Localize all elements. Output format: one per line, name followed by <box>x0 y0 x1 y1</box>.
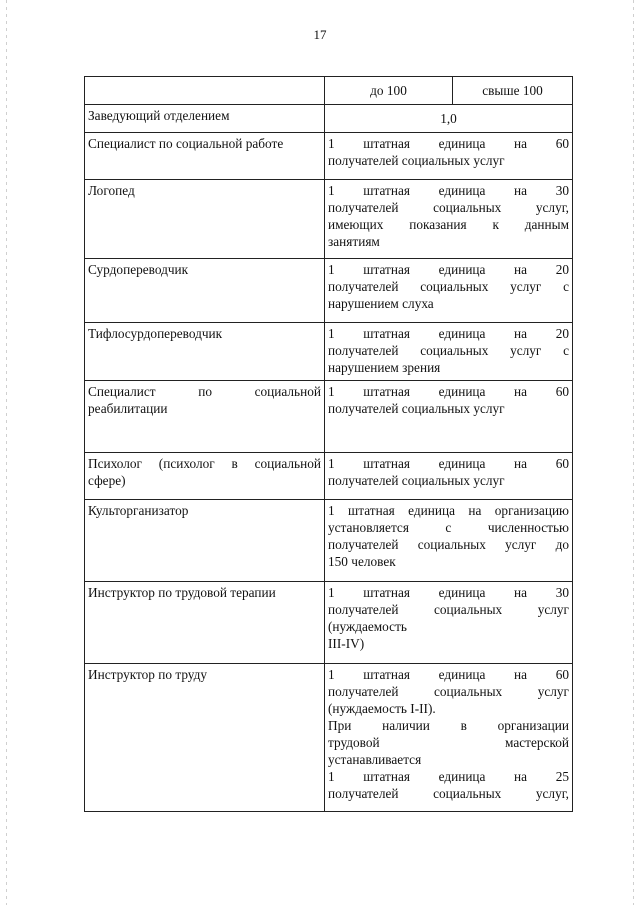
scan-edge-right <box>633 0 634 905</box>
position-cell <box>85 323 325 381</box>
norm-cell <box>325 180 573 259</box>
norm-cell <box>325 582 573 664</box>
norm-cell <box>325 453 573 500</box>
norm-line: 1 штатная единица на 30 <box>328 585 569 600</box>
norm-line: получателей социальных услуг, <box>328 200 569 215</box>
norm-line: нарушением зрения <box>328 360 441 375</box>
norm-line: получателей социальных услуг <box>328 684 569 699</box>
table-row <box>85 133 573 180</box>
position-cell <box>85 180 325 259</box>
norm-line: получателей социальных услуг, <box>328 786 569 801</box>
norm-line: 1 штатная единица на 20 <box>328 326 569 341</box>
norm-line: III-IV) <box>328 636 365 651</box>
norm-line: 1 штатная единица на организацию <box>328 503 569 518</box>
position-cell <box>85 500 325 582</box>
norm-line: получателей социальных услуг <box>328 401 505 416</box>
norm-cell <box>325 105 573 133</box>
norm-line: 1 штатная единица на 60 <box>328 136 569 151</box>
norm-line: 1 штатная единица на 20 <box>328 262 569 277</box>
position-label: Инструктор по труду <box>88 667 208 682</box>
norm-cell <box>325 500 573 582</box>
position-label: Инструктор по трудовой терапии <box>88 585 276 600</box>
position-label: Специалист по социальной реабилитации <box>88 384 321 416</box>
norm-line: 150 человек <box>328 554 396 569</box>
position-label: Заведующий отделением <box>88 108 230 123</box>
norm-line: установляется с численностью <box>328 520 569 535</box>
norm-line: 1,0 <box>440 111 457 126</box>
norm-line: (нуждаемость <box>328 619 407 634</box>
table-row <box>85 582 573 664</box>
norm-line: имеющих показания к данным <box>328 217 569 232</box>
table-row <box>85 453 573 500</box>
position-cell <box>85 664 325 812</box>
table-row <box>85 664 573 812</box>
header-empty-cell <box>85 77 325 105</box>
table-row <box>85 381 573 453</box>
norm-cell <box>325 664 573 812</box>
norm-line: При наличии в организации <box>328 718 569 733</box>
norm-line: 1 штатная единица на 30 <box>328 183 569 198</box>
norm-line: трудовой мастерской <box>328 735 569 750</box>
position-label: Культорганизатор <box>88 503 189 518</box>
staffing-table <box>84 76 573 812</box>
position-label: Тифлосурдопереводчик <box>88 326 223 341</box>
norm-line: нарушением слуха <box>328 296 434 311</box>
position-cell <box>85 259 325 323</box>
norm-line: получателей социальных услуг с <box>328 279 569 294</box>
table-header-row <box>85 77 573 105</box>
position-label: Психолог (психолог в социальной сфере) <box>88 456 321 488</box>
table-row <box>85 323 573 381</box>
norm-line: (нуждаемость I-II). <box>328 701 436 716</box>
norm-line: получателей социальных услуг <box>328 602 569 617</box>
norm-line: занятиям <box>328 234 380 249</box>
norm-line: получателей социальных услуг с <box>328 343 569 358</box>
table-row <box>85 180 573 259</box>
scan-edge-left <box>6 0 7 905</box>
position-cell <box>85 381 325 453</box>
norm-line: получателей социальных услуг <box>328 473 505 488</box>
norm-line: получателей социальных услуг <box>328 153 505 168</box>
table-row <box>85 105 573 133</box>
page-number: 17 <box>313 27 327 42</box>
norm-line: 1 штатная единица на 60 <box>328 456 569 471</box>
header-cell-up-to-100: до 100 <box>325 77 453 105</box>
norm-cell <box>325 259 573 323</box>
position-label: Логопед <box>88 183 135 198</box>
norm-cell <box>325 323 573 381</box>
table-row <box>85 500 573 582</box>
norm-line: 1 штатная единица на 60 <box>328 667 569 682</box>
position-cell <box>85 133 325 180</box>
norm-line: 1 штатная единица на 60 <box>328 384 569 399</box>
norm-line: получателей социальных услуг до <box>328 537 569 552</box>
norm-cell <box>325 381 573 453</box>
norm-line: устанавливается <box>328 752 422 767</box>
norm-line: 1 штатная единица на 25 <box>328 769 569 784</box>
position-label: Специалист по социальной работе <box>88 136 284 151</box>
header-cell-over-100: свыше 100 <box>453 77 573 105</box>
table-row <box>85 259 573 323</box>
position-cell <box>85 105 325 133</box>
position-cell <box>85 453 325 500</box>
position-label: Сурдопереводчик <box>88 262 189 277</box>
position-cell <box>85 582 325 664</box>
norm-cell <box>325 133 573 180</box>
